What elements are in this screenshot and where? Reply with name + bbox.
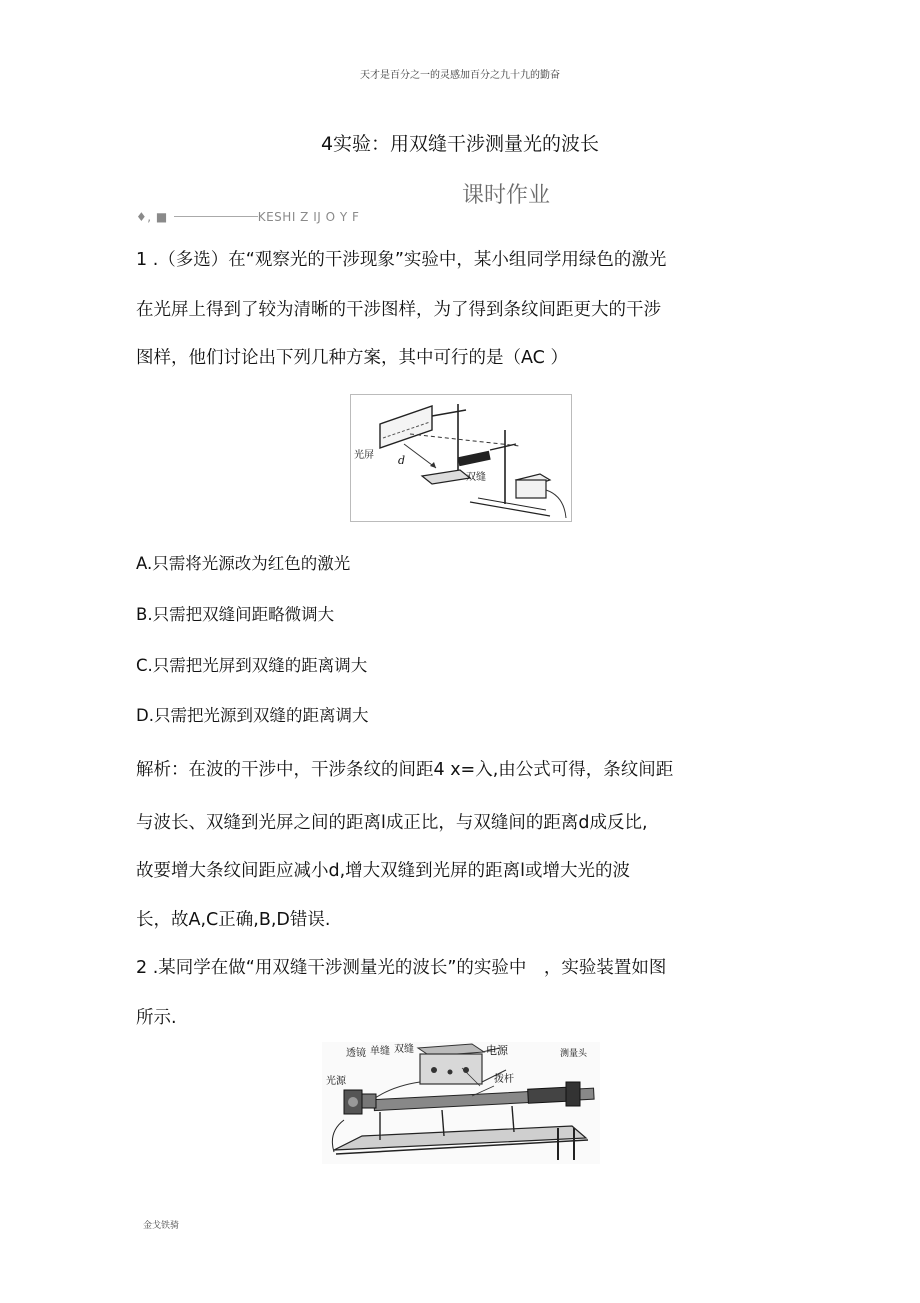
q1-figure — [350, 394, 572, 522]
q1-line-2: 在光屏上得到了较为清晰的干涉图样，为了得到条纹间距更大的干涉 — [136, 300, 661, 320]
q1-option-b: B.只需把双缝间距略微调大 — [136, 605, 335, 624]
q2-apparatus-drawing — [322, 1042, 600, 1164]
q2-figure — [322, 1042, 600, 1164]
section-pinyin: KESHI Z IJ O Y F — [257, 210, 360, 224]
figure-label-measuring-head: 测量头 — [560, 1049, 588, 1059]
q1-line-1: 1 .（多选）在“观察光的干涉现象”实验中，某小组同学用绿色的激光 — [136, 250, 667, 270]
q1-analysis-line-3: 故要增大条纹间距应减小d,增大双缝到光屏的距离l或增大光的波 — [136, 861, 631, 881]
q1-option-a: A.只需将光源改为红色的激光 — [136, 554, 351, 573]
page-footer: 金戈铁骑 — [143, 1221, 180, 1231]
q2-line-1: 2 .某同学在做“用双缝干涉测量光的波长”的实验中 ，实验装置如图 — [136, 958, 667, 978]
figure-label-double-slit: 双缝 — [394, 1044, 414, 1055]
section-title: 课时作业 — [462, 183, 551, 208]
q1-option-c: C.只需把光屏到双缝的距离调大 — [136, 656, 368, 675]
q1-analysis-line-1: 解析：在波的干涉中，干涉条纹的间距4 x=入,由公式可得，条纹间距 — [136, 760, 674, 780]
figure-label-lever: 拨杆 — [494, 1074, 514, 1085]
q1-analysis-line-4: 长，故A,C正确,B,D错误. — [136, 910, 331, 930]
figure-label-lens: 透镜 — [346, 1048, 366, 1059]
figure-label-distance: d — [398, 454, 406, 467]
section-pinyin-row — [136, 210, 359, 224]
section-divider — [174, 216, 258, 217]
q1-line-3: 图样，他们讨论出下列几种方案，其中可行的是（AC ） — [136, 348, 568, 368]
q1-option-d: D.只需把光源到双缝的距离调大 — [136, 706, 369, 725]
figure-label-screen: 光屏 — [354, 450, 374, 461]
section-marker: ♦, ■ — [136, 210, 168, 224]
figure-label-single-slit: 单缝 — [370, 1046, 390, 1057]
figure-label-light-source: 光源 — [326, 1076, 346, 1087]
header-motto: 天才是百分之一的灵感加百分之九十九的勤奋 — [360, 70, 560, 81]
document-title: 4实验：用双缝干涉测量光的波长 — [320, 133, 600, 155]
q2-line-2: 所示. — [136, 1008, 177, 1028]
figure-label-power-supply: 电源 — [486, 1044, 508, 1057]
q1-analysis-line-2: 与波长、双缝到光屏之间的距离l成正比，与双缝间的距离d成反比, — [136, 813, 648, 833]
figure-label-double-slit: 双缝 — [466, 472, 486, 483]
q1-apparatus-drawing — [350, 394, 572, 522]
